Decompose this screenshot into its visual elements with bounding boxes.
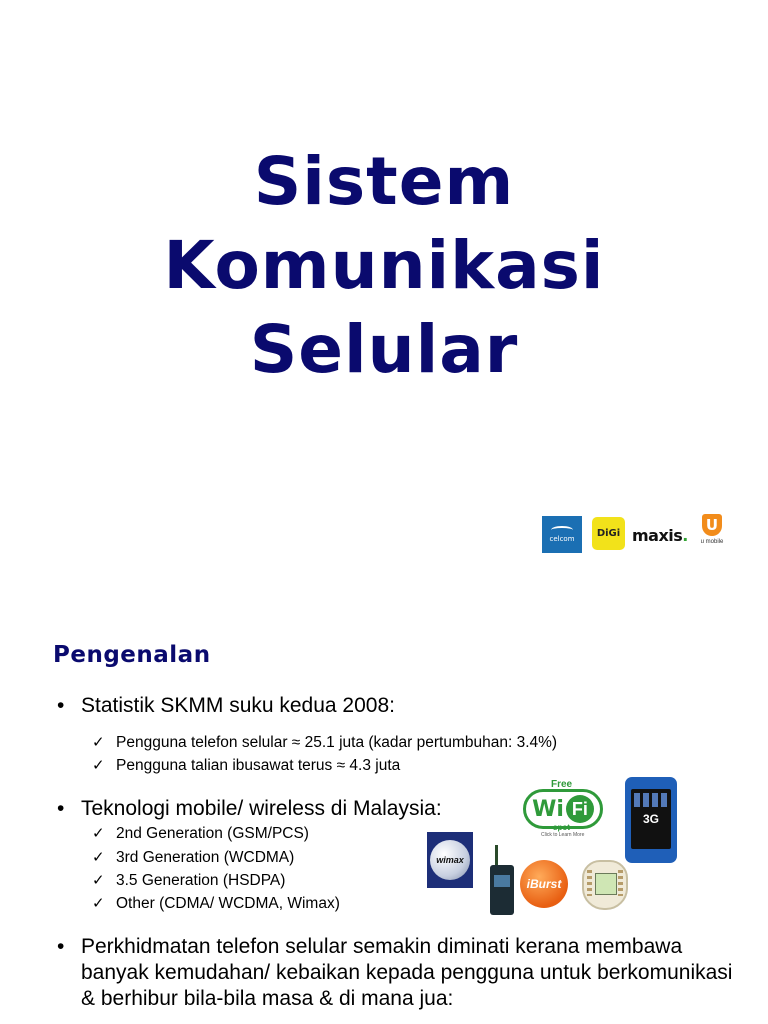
title-line-3: Selular — [249, 311, 519, 388]
wimax-disc-icon — [430, 840, 470, 880]
sub-item-text: Other (CDMA/ WCDMA, Wimax) — [116, 895, 340, 912]
free-wifi-spot-logo — [523, 779, 605, 839]
check-icon: ✓ — [92, 825, 105, 842]
phone-keys-left — [587, 870, 592, 896]
wireless-modem-image — [487, 845, 517, 915]
wifi-spot-label: spot — [553, 823, 570, 832]
sub-item-text: Pengguna talian ibusawat terus ≈ 4.3 juta — [116, 757, 401, 774]
celcom-swoosh-icon — [551, 526, 573, 534]
sub-item-text: Pengguna telefon selular ≈ 25.1 juta (kadar pertumbuhan: 3.4%) — [116, 734, 558, 751]
nokia-screen — [595, 873, 617, 895]
section-heading: Pengenalan — [53, 642, 211, 668]
wifi-click-label: Click to Learn More — [541, 832, 585, 838]
iburst-logo — [520, 860, 568, 908]
3g-smartphone-image — [625, 777, 677, 863]
maxis-logo: maxis. — [632, 526, 688, 545]
sub-item-text: 3.5 Generation (HSDPA) — [116, 872, 286, 889]
check-icon: ✓ — [92, 872, 105, 889]
wifi-wi-label: Wi — [532, 796, 564, 822]
umobile-u-icon: U — [702, 514, 722, 536]
sub-item-text: 2nd Generation (GSM/PCS) — [116, 825, 309, 842]
celcom-logo-text: celcom — [549, 535, 575, 543]
check-icon: ✓ — [92, 895, 105, 912]
bullet-icon: • — [57, 694, 65, 717]
wifi-free-label: Free — [551, 779, 573, 790]
celcom-logo — [542, 516, 582, 553]
check-icon: ✓ — [92, 734, 105, 751]
bullet-text: Statistik SKMM suku kedua 2008: — [81, 694, 395, 717]
bullet-text: Perkhidmatan telefon selular semakin diminati kerana membawa banyak kemudahan/ kebaikan kepada pengguna untuk berkomunikasi & berhibur bila-bila masa & di mana jua: — [81, 935, 733, 1010]
bullet-text: Teknologi mobile/ wireless di Malaysia: — [81, 797, 442, 820]
sub-item-text: 3rd Generation (WCDMA) — [116, 849, 295, 866]
title-line-1: Sistem — [253, 143, 515, 220]
nokia-phone-image — [582, 860, 628, 910]
modem-antenna-icon — [495, 845, 498, 867]
maxis-logo-text: maxis — [632, 526, 683, 545]
phone-keys-right — [618, 870, 623, 896]
digi-logo-text: DiGi — [596, 528, 621, 539]
modem-body — [490, 865, 514, 915]
phone-app-icons — [634, 793, 668, 807]
iburst-label: iBurst — [526, 877, 562, 891]
wimax-logo — [427, 832, 473, 888]
umobile-logo — [698, 514, 726, 554]
modem-screen — [494, 875, 510, 887]
bullet-icon: • — [57, 797, 65, 820]
slide-title — [0, 140, 768, 392]
umobile-logo-text: u mobile — [700, 539, 724, 545]
bullet-icon: • — [57, 935, 65, 958]
check-icon: ✓ — [92, 849, 105, 866]
wifi-fi-label: Fi — [566, 795, 594, 823]
check-icon: ✓ — [92, 757, 105, 774]
digi-logo — [592, 517, 625, 550]
wimax-label: wimax — [436, 855, 464, 865]
phone-3g-label: 3G — [642, 812, 659, 826]
title-line-2: Komunikasi — [163, 227, 605, 304]
